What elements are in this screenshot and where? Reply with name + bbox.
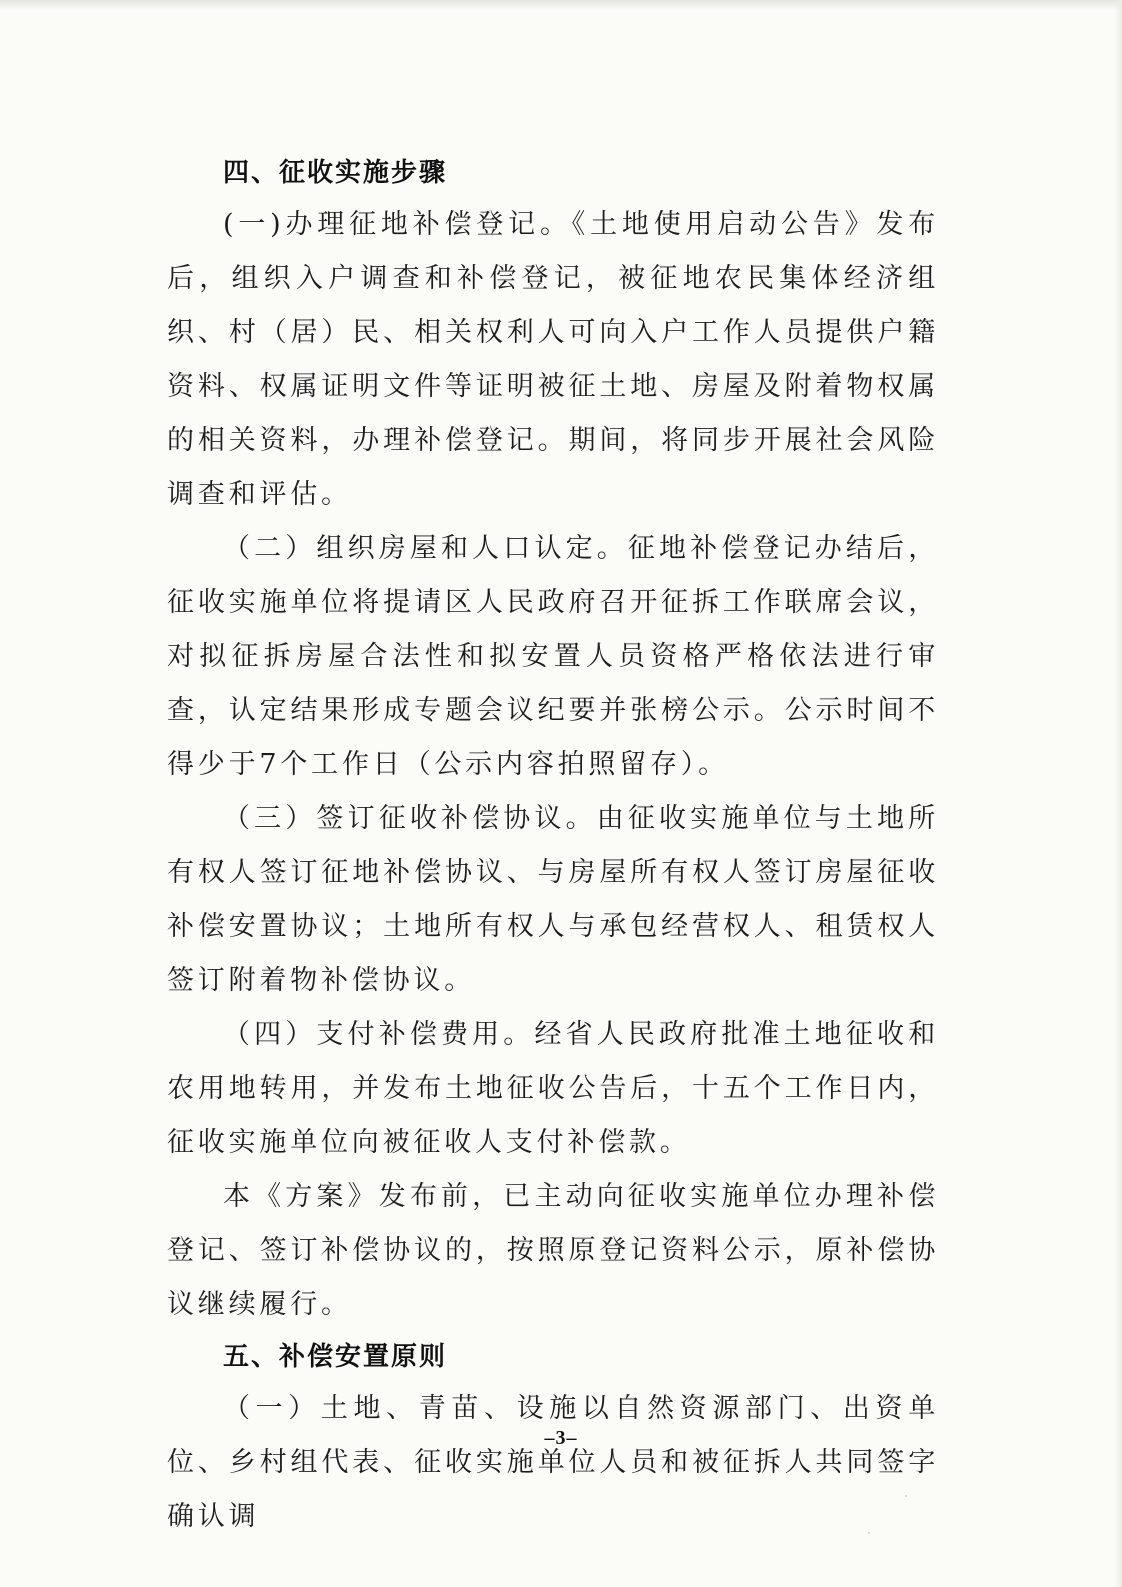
section-4-paragraph-1: (一)办理征地补偿登记。《土地使用启动公告》发布后，组织入户调查和补偿登记，被征地农民集体经济组织、村（居）民、相关权利人可向入户工作人员提供户籍资料、权属证明文件等证明被征土地、房屋及附着物权属的相关资料，办理补偿登记。期间，将同步开展社会风险调查和评估。 xyxy=(167,209,939,510)
section-4-paragraph-3: （三）签订征收补偿协议。由征收实施单位与土地所有权人签订征地补偿协议、与房屋所有权人签订房屋征收补偿安置协议；土地所有权人与承包经营权人、租赁权人签订附着物补偿协议。 xyxy=(167,803,939,996)
page-number: –3– xyxy=(544,1427,578,1449)
section-4-paragraph-4: （四）支付补偿费用。经省人民政府批准土地征收和农用地转用，并发布土地征收公告后，十五个工作日内，征收实施单位向被征收人支付补偿款。 xyxy=(167,1019,939,1158)
section-5-paragraph-1: （一）土地、青苗、设施以自然资源部门、出资单位、乡村组代表、征收实施单位人员和被征拆人共同签字确认调 xyxy=(167,1393,939,1532)
scan-top-edge xyxy=(0,0,1122,10)
scan-speck xyxy=(868,1532,870,1534)
scan-speck xyxy=(905,1495,907,1497)
section-4-paragraph-5: 本《方案》发布前，已主动向征收实施单位办理补偿登记、签订补偿协议的，按照原登记资料公示，原补偿协议继续履行。 xyxy=(167,1181,939,1320)
document-body xyxy=(167,148,939,1544)
section-5-heading: 五、补偿安置原则 xyxy=(223,1342,448,1372)
section-4-paragraph-2: （二）组织房屋和人口认定。征地补偿登记办结后，征收实施单位将提请区人民政府召开征拆工作联席会议，对拟征拆房屋合法性和拟安置人员资格严格依法进行审查，认定结果形成专题会议纪要并张榜公示。公示时间不得少于7个工作日（公示内容拍照留存）。 xyxy=(167,533,939,780)
section-4-heading: 四、征收实施步骤 xyxy=(223,158,448,188)
scan-right-edge xyxy=(1114,0,1122,1587)
